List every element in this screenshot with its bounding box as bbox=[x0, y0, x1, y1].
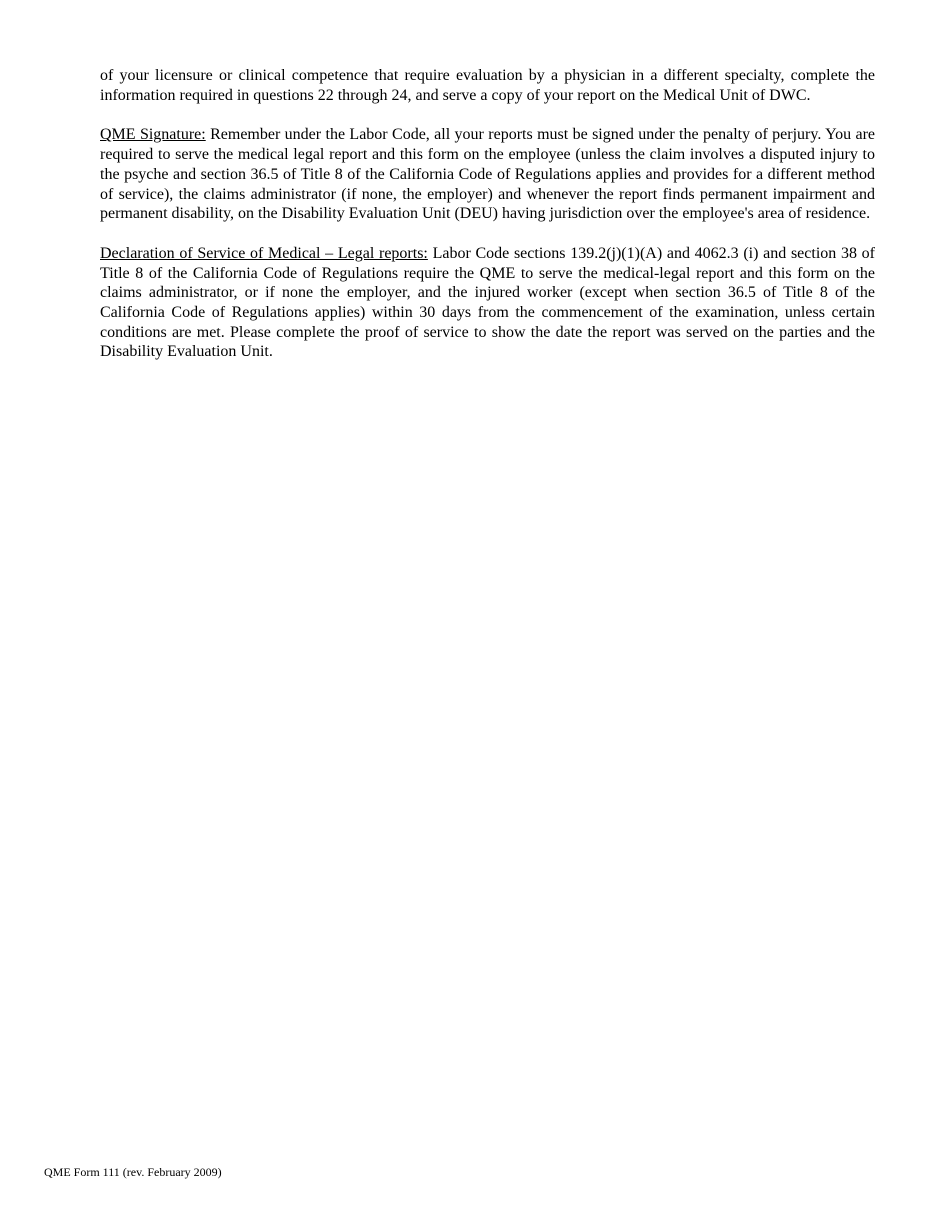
paragraph-text: of your licensure or clinical competence that require evaluation by a physician in a different specialty, complete the information required in questions 22 through 24, and serve a copy of your report on the Medical Unit of DWC. bbox=[100, 67, 875, 104]
paragraph-heading-declaration-of-service: Declaration of Service of Medical – Legal reports: bbox=[100, 244, 428, 262]
paragraph-text: Remember under the Labor Code, all your reports must be signed under the penalty of perjury. You are required to serve the medical legal report and this form on the employee (unless the claim involves a disputed injury to the psyche and section 36.5 of Title 8 of the California Code of Regulations applies and provides for a different method of service), the claims administrator (if none, the employer) and whenever the report finds permanent impairment and permanent disability, on the Disability Evaluation Unit (DEU) having jurisdiction over the employee's area of residence. bbox=[100, 126, 876, 223]
paragraph-heading-qme-signature: QME Signature: bbox=[100, 126, 206, 144]
paragraph-continuation bbox=[100, 66, 875, 105]
paragraph-text: Labor Code sections 139.2(j)(1)(A) and 4062.3 (i) and section 38 of Title 8 of the California Code of Regulations require the QME to serve the medical-legal report and this form on the claims administrator, or if none the employer, and the injured worker (except when section 36.5 of Title 8 of the California Code of Regulations applies) within 30 days from the commencement of the examination, unless certain conditions are met. Please complete the proof of service to show the date the report was served on the parties and the Disability Evaluation Unit. bbox=[100, 244, 875, 361]
paragraph-declaration-of-service bbox=[100, 244, 875, 362]
page-footer: QME Form 111 (rev. February 2009) bbox=[44, 1165, 222, 1179]
document-body bbox=[100, 66, 875, 362]
paragraph-qme-signature bbox=[100, 125, 875, 224]
